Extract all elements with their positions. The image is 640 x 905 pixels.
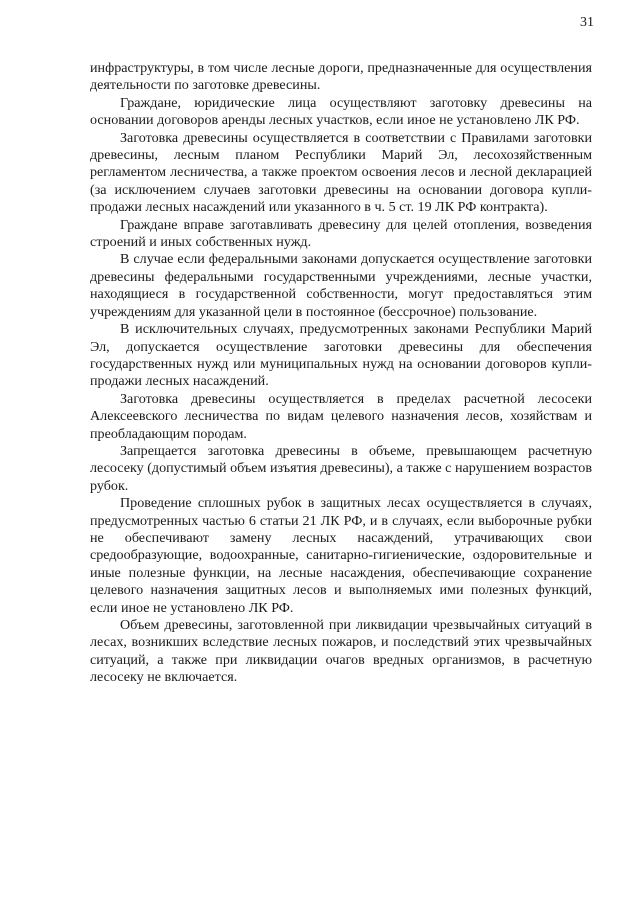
paragraph-citizens-own-needs: Граждане вправе заготавливать древесину для целей отопления, возведения строений и иных собственных нужд. <box>90 216 592 251</box>
paragraph-lease-basis: Граждане, юридические лица осуществляют заготовку древесины на основании договоров аренды лесных участков, если иное не установлено ЛК РФ. <box>90 94 592 129</box>
paragraph-harvesting-rules: Заготовка древесины осуществляется в соответствии с Правилами заготовки древесины, лесным планом Республики Марий Эл, лесохозяйственным регламентом лесничества, а также проектом освоения лесов и лесной декларацией (за исключением случаев заготовки древесины на основании договора купли-продажи лесных насаждений или указанного в ч. 5 ст. 19 ЛК РФ контракта). <box>90 129 592 216</box>
paragraph-continuation: инфраструктуры, в том числе лесные дороги, предназначенные для осуществления деятельности по заготовке древесины. <box>90 60 592 94</box>
paragraph-prohibition: Запрещается заготовка древесины в объеме, превышающем расчетную лесосеку (допустимый объем изъятия древесины), а также с нарушением возрастов рубок. <box>90 442 592 494</box>
paragraph-allowable-cut: Заготовка древесины осуществляется в пределах расчетной лесосеки Алексеевского лесничества по видам целевого назначения лесов, хозяйствам и преобладающим породам. <box>90 390 592 442</box>
page-number: 31 <box>580 15 594 30</box>
paragraph-emergency-volume: Объем древесины, заготовленной при ликвидации чрезвычайных ситуаций в лесах, возникших вследствие лесных пожаров, и последствий этих чрезвычайных ситуаций, а также при ликвидации очагов вредных организмов, в расчетную лесосеку не включается. <box>90 617 592 686</box>
paragraph-federal-institutions: В случае если федеральными законами допускается осуществление заготовки древесины федеральными государственными учреждениями, лесные участки, находящиеся в государственной собственности, могут предоставляться этим учреждениям для указанной цели в постоянное (бессрочное) пользование. <box>90 251 592 320</box>
body-text <box>90 60 592 687</box>
paragraph-exceptional-cases: В исключительных случаях, предусмотренных законами Республики Марий Эл, допускается осуществление заготовки древесины для обеспечения государственных нужд или муниципальных нужд на основании договоров купли-продажи лесных насаждений. <box>90 321 592 390</box>
paragraph-clear-cutting: Проведение сплошных рубок в защитных лесах осуществляется в случаях, предусмотренных частью 6 статьи 21 ЛК РФ, и в случаях, если выборочные рубки не обеспечивают замену лесных насаждений, утрачивающих свои средообразующие, водоохранные, санитарно-гигиенические, оздоровительные и иные полезные функции, на лесные насаждения, обеспечивающие сохранение целевого назначения защитных лесов и выполняемых ими полезных функций, если иное не установлено ЛК РФ. <box>90 495 592 616</box>
